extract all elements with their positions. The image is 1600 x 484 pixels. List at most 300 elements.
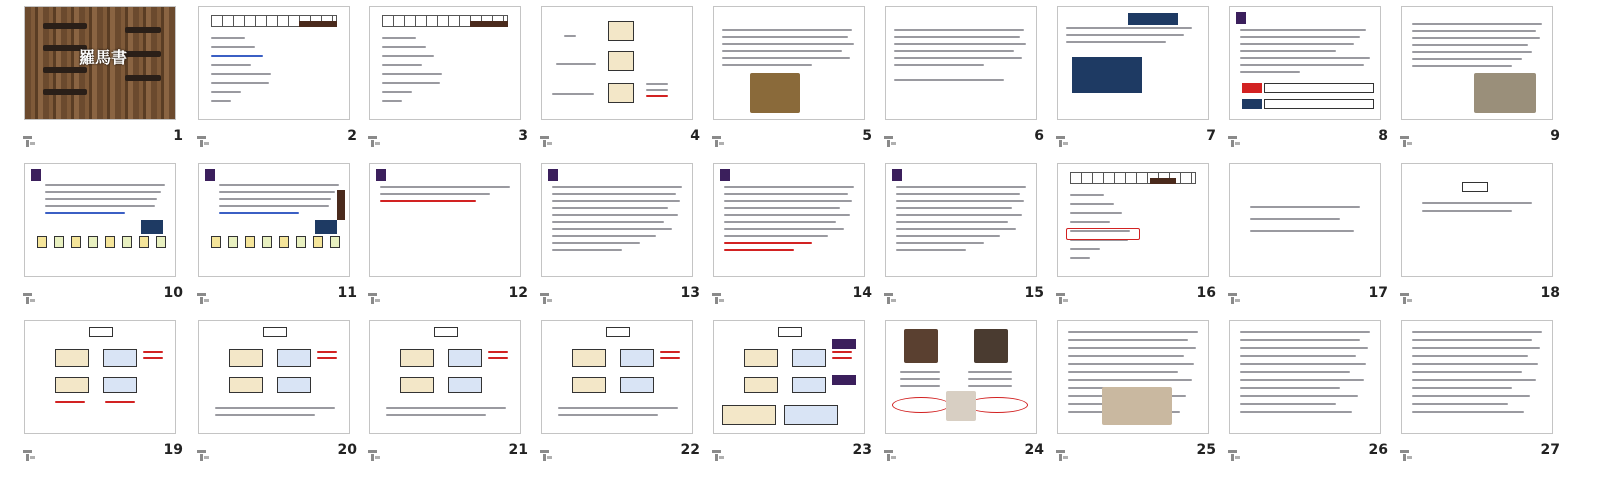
text-line [380, 193, 490, 195]
text-line [968, 371, 1012, 373]
text-line [1068, 379, 1192, 381]
slide-thumbnail[interactable] [885, 163, 1037, 277]
text-line [1422, 210, 1512, 212]
text-line [552, 235, 656, 237]
flow-box [608, 51, 634, 71]
icon-part [719, 299, 724, 302]
portrait-left [904, 329, 938, 363]
slide-number: 20 [337, 442, 357, 458]
text-line [382, 46, 426, 48]
slide-transition-icon[interactable] [197, 291, 209, 305]
slide-transition-icon[interactable] [23, 134, 35, 148]
flow-node [156, 236, 166, 248]
slide-thumbnail-cell[interactable] [198, 320, 359, 472]
slide-number: 3 [518, 128, 528, 144]
text-line [105, 401, 135, 403]
slide-thumbnail[interactable] [1229, 163, 1381, 277]
slide-thumbnail-cell[interactable] [1229, 163, 1390, 315]
text-line [1068, 363, 1194, 365]
text-line [1240, 43, 1354, 45]
icon-part [1400, 450, 1409, 453]
text-line [1412, 355, 1528, 357]
icon-part [1235, 142, 1240, 145]
icon-part [719, 142, 724, 145]
text-line [1412, 403, 1508, 405]
slide-number: 11 [337, 285, 357, 301]
text-line [724, 200, 852, 202]
slide-transition-icon[interactable] [368, 448, 380, 462]
leaf-box [229, 377, 263, 393]
text-line [45, 212, 125, 214]
text-line [143, 357, 163, 359]
slide-thumbnail-cell[interactable] [1401, 6, 1562, 158]
slide-transition-icon[interactable] [712, 134, 724, 148]
text-line [552, 207, 668, 209]
icon-part [197, 293, 206, 296]
icon-part [715, 454, 718, 461]
icon-part [547, 142, 552, 145]
slide-thumbnail[interactable] [1401, 6, 1553, 120]
slide-header-tag [892, 169, 902, 181]
flow-node [211, 236, 221, 248]
icon-part [23, 450, 32, 453]
slide-transition-icon[interactable] [1400, 448, 1412, 462]
slide-transition-icon[interactable] [540, 134, 552, 148]
slide-transition-icon[interactable] [540, 291, 552, 305]
slide-header-tag [31, 169, 41, 181]
text-line [1250, 218, 1340, 220]
leaf-box [572, 377, 606, 393]
icon-part [375, 142, 380, 145]
timeline-bar [1070, 172, 1196, 184]
icon-part [1063, 142, 1068, 145]
text-line [215, 414, 315, 416]
flow-node [262, 236, 272, 248]
text-line [1240, 411, 1352, 413]
text-line [1412, 331, 1542, 333]
slide-transition-icon[interactable] [712, 291, 724, 305]
text-line [211, 100, 231, 102]
slide-number: 5 [862, 128, 872, 144]
icon-part [1400, 136, 1409, 139]
icon-part [1403, 454, 1406, 461]
text-line [1412, 347, 1540, 349]
text-line [1068, 371, 1178, 373]
door-hinge [43, 23, 87, 29]
icon-part [712, 136, 721, 139]
icon-part [715, 140, 718, 147]
slide-thumbnail[interactable] [1401, 163, 1553, 277]
text-line [215, 407, 335, 409]
slide-thumbnail-cell[interactable] [369, 6, 530, 158]
slide-thumbnail[interactable] [541, 163, 693, 277]
icon-part [1407, 456, 1412, 459]
text-line [211, 55, 263, 57]
callout-box [1072, 57, 1142, 93]
branch-box-right [277, 349, 311, 367]
slide-transition-icon[interactable] [1400, 291, 1412, 305]
icon-part [887, 297, 890, 304]
slide-thumbnail-cell[interactable] [198, 163, 359, 315]
slide-thumbnail[interactable] [713, 6, 865, 120]
icon-part [891, 299, 896, 302]
text-line [724, 221, 836, 223]
icon-part [200, 140, 203, 147]
slide-number: 23 [852, 442, 872, 458]
slide-number: 9 [1550, 128, 1560, 144]
slide-transition-icon[interactable] [1056, 291, 1068, 305]
slide-transition-icon[interactable] [884, 134, 896, 148]
bottom-box [722, 405, 776, 425]
slide-number: 12 [508, 285, 528, 301]
text-line [1240, 64, 1364, 66]
bottom-box [784, 405, 838, 425]
text-line [1240, 379, 1364, 381]
icon-part [547, 299, 552, 302]
icon-part [1056, 450, 1065, 453]
slide-thumbnail-cell[interactable] [369, 163, 530, 315]
slide-thumbnail[interactable] [1401, 320, 1553, 434]
icon-part [23, 136, 32, 139]
text-line [832, 351, 852, 353]
flow-node [88, 236, 98, 248]
kids-photo [946, 391, 976, 421]
timeline-segment [470, 21, 508, 27]
root-box [434, 327, 458, 337]
text-line [558, 407, 678, 409]
text-line [1412, 387, 1512, 389]
slide-thumbnail-cell[interactable] [24, 6, 185, 158]
icon-part [26, 454, 29, 461]
slide-thumbnail-cell[interactable] [885, 6, 1046, 158]
door-hinge [125, 75, 161, 81]
text-line [1412, 339, 1532, 341]
slide-transition-icon[interactable] [23, 291, 35, 305]
slide-thumbnail[interactable] [369, 163, 521, 277]
text-line [552, 200, 680, 202]
text-line [1070, 212, 1122, 214]
scene-photo [1102, 387, 1172, 425]
slide-thumbnail-cell[interactable] [24, 163, 185, 315]
door-hinge [125, 27, 161, 33]
slide-thumbnail-cell[interactable] [1057, 163, 1218, 315]
text-line [1070, 221, 1110, 223]
slide-thumbnail-cell[interactable] [885, 320, 1046, 472]
slide-transition-icon[interactable] [1228, 448, 1240, 462]
slide-number: 18 [1540, 285, 1560, 301]
leaf-box [277, 377, 311, 393]
slide-thumbnail[interactable] [1057, 320, 1209, 434]
icon-part [712, 293, 721, 296]
slide-number: 1 [173, 128, 183, 144]
slide-number: 6 [1034, 128, 1044, 144]
slide-thumbnail-cell[interactable] [713, 320, 874, 472]
slide-thumbnail[interactable] [1057, 6, 1209, 120]
text-line [1412, 51, 1532, 53]
slide-thumbnail[interactable] [713, 163, 865, 277]
text-line [1068, 355, 1184, 357]
text-line [55, 401, 85, 403]
slide-thumbnail-cell[interactable] [1057, 6, 1218, 158]
slide-header-tag [376, 169, 386, 181]
slide-number: 2 [347, 128, 357, 144]
slide-thumbnail-cell[interactable] [1229, 320, 1390, 472]
slide-number: 27 [1540, 442, 1560, 458]
text-line [646, 83, 668, 85]
slide-thumbnail[interactable] [1229, 320, 1381, 434]
text-line [894, 50, 1014, 52]
slide-thumbnail-cell[interactable] [1229, 6, 1390, 158]
text-line [1070, 194, 1104, 196]
slide-thumbnail[interactable] [24, 163, 176, 277]
text-line [219, 205, 329, 207]
icon-part [1231, 297, 1234, 304]
text-line [552, 186, 682, 188]
slide-transition-icon[interactable] [197, 448, 209, 462]
slide-number: 21 [508, 442, 528, 458]
icon-part [1059, 297, 1062, 304]
icon-part [371, 454, 374, 461]
icon-part [30, 142, 35, 145]
icon-part [1228, 450, 1237, 453]
branch-box-left [229, 349, 263, 367]
slide-transition-icon[interactable] [1056, 448, 1068, 462]
icon-part [884, 450, 893, 453]
slide-thumbnail[interactable] [885, 320, 1037, 434]
node-highlight [315, 220, 337, 234]
slide-thumbnail-cell[interactable] [369, 320, 530, 472]
slide-thumbnail-cell[interactable] [541, 163, 702, 315]
flow-node [139, 236, 149, 248]
text-line [1240, 36, 1360, 38]
text-line [1068, 339, 1188, 341]
icon-part [1228, 136, 1237, 139]
branch-box-right [620, 349, 654, 367]
icon-part [204, 456, 209, 459]
icon-part [1231, 140, 1234, 147]
icon-part [1059, 454, 1062, 461]
slide-thumbnail[interactable] [1229, 6, 1381, 120]
slide-transition-icon[interactable] [1400, 134, 1412, 148]
icon-part [200, 297, 203, 304]
text-line [552, 193, 676, 195]
arrow-tag [832, 339, 856, 349]
slide-transition-icon[interactable] [1056, 134, 1068, 148]
text-line [211, 46, 255, 48]
text-line [45, 205, 155, 207]
icon-part [1063, 299, 1068, 302]
text-line [1068, 347, 1196, 349]
slide-transition-icon[interactable] [197, 134, 209, 148]
text-line [1066, 34, 1184, 36]
text-line [1240, 395, 1358, 397]
icon-part [1407, 142, 1412, 145]
icon-part [197, 136, 206, 139]
text-line [894, 64, 984, 66]
slide-thumbnail[interactable] [541, 320, 693, 434]
text-line [143, 351, 163, 353]
highlight-ellipse [1066, 228, 1140, 240]
text-line [386, 407, 506, 409]
slide-transition-icon[interactable] [1228, 291, 1240, 305]
flow-node [105, 236, 115, 248]
slide-transition-icon[interactable] [368, 291, 380, 305]
icon-part [1231, 454, 1234, 461]
timeline-segment [1150, 178, 1176, 184]
slide-thumbnail-cell[interactable] [713, 6, 874, 158]
icon-part [719, 456, 724, 459]
flow-node [330, 236, 340, 248]
text-line [968, 385, 1012, 387]
flow-box [608, 21, 634, 41]
slide-thumbnail[interactable] [1057, 163, 1209, 277]
branch-box-left [400, 349, 434, 367]
text-line [1412, 37, 1540, 39]
slide-number: 8 [1378, 128, 1388, 144]
slide-thumbnail[interactable] [369, 320, 521, 434]
slide-transition-icon[interactable] [1228, 134, 1240, 148]
heading-box [1462, 182, 1488, 192]
leaf-box [448, 377, 482, 393]
icon-part [1403, 140, 1406, 147]
text-line [219, 191, 335, 193]
text-line [896, 186, 1026, 188]
text-line [219, 198, 331, 200]
slide-thumbnail-cell[interactable] [885, 163, 1046, 315]
root-box [606, 327, 630, 337]
flow-node [71, 236, 81, 248]
slide-transition-icon[interactable] [368, 134, 380, 148]
text-line [219, 212, 299, 214]
slide-number: 10 [163, 285, 183, 301]
text-line [1412, 371, 1522, 373]
slide-thumbnail[interactable] [885, 6, 1037, 120]
slide-thumbnail-cell[interactable] [541, 6, 702, 158]
text-line [552, 214, 678, 216]
slide-transition-icon[interactable] [884, 291, 896, 305]
slide-thumbnail-cell[interactable] [541, 320, 702, 472]
flow-node [279, 236, 289, 248]
text-line [382, 82, 440, 84]
slide-transition-icon[interactable] [23, 448, 35, 462]
text-line [722, 43, 854, 45]
root-box [89, 327, 113, 337]
text-line [1070, 257, 1090, 259]
icon-part [23, 293, 32, 296]
text-line [896, 200, 1024, 202]
lion-photo [750, 73, 800, 113]
slide-header-tag [205, 169, 215, 181]
text-line [556, 63, 596, 65]
text-line [832, 357, 852, 359]
icon-part [715, 297, 718, 304]
slide-thumbnail-cell[interactable] [198, 6, 359, 158]
answer-box [1264, 99, 1374, 109]
text-line [564, 35, 576, 37]
slide-transition-icon[interactable] [712, 448, 724, 462]
text-line [1240, 57, 1370, 59]
text-line [382, 37, 416, 39]
door-hinge [43, 89, 87, 95]
timeline-segment [299, 21, 337, 27]
icon-part [1059, 140, 1062, 147]
callout-box [1128, 13, 1178, 25]
text-line [552, 93, 594, 95]
text-line [894, 57, 1022, 59]
text-line [722, 29, 852, 31]
icon-part [1403, 297, 1406, 304]
slide-transition-icon[interactable] [884, 448, 896, 462]
slide-number: 24 [1024, 442, 1044, 458]
slide-number: 22 [680, 442, 700, 458]
slide-thumbnail-cell[interactable] [713, 163, 874, 315]
branch-box-left [55, 349, 89, 367]
slide-thumbnail[interactable] [713, 320, 865, 434]
icon-part [371, 140, 374, 147]
highlight-ellipse [892, 397, 950, 413]
text-line [211, 73, 271, 75]
flow-box [608, 83, 634, 103]
text-line [1412, 65, 1512, 67]
text-line [382, 100, 402, 102]
text-line [896, 214, 1022, 216]
text-line [724, 207, 840, 209]
text-line [386, 414, 486, 416]
slide-number: 4 [690, 128, 700, 144]
slide-thumbnail-cell[interactable] [24, 320, 185, 472]
icon-part [197, 450, 206, 453]
text-line [896, 221, 1008, 223]
icon-part [204, 299, 209, 302]
slide-thumbnail[interactable] [541, 6, 693, 120]
slide-thumbnail-cell[interactable] [1401, 320, 1562, 472]
slide-number: 26 [1368, 442, 1388, 458]
text-line [1070, 248, 1100, 250]
slide-thumbnail-cell[interactable] [1057, 320, 1218, 472]
slide-thumbnail[interactable] [24, 6, 176, 120]
branch-box-left [572, 349, 606, 367]
text-line [894, 79, 1004, 81]
icon-part [891, 456, 896, 459]
slide-thumbnail[interactable] [369, 6, 521, 120]
icon-part [368, 136, 377, 139]
slide-thumbnail[interactable] [24, 320, 176, 434]
icon-part [371, 297, 374, 304]
text-line [382, 73, 442, 75]
icon-part [543, 454, 546, 461]
icon-part [540, 136, 549, 139]
text-line [722, 64, 812, 66]
slide-thumbnail[interactable] [198, 6, 350, 120]
icon-part [547, 456, 552, 459]
slide-transition-icon[interactable] [540, 448, 552, 462]
text-line [1066, 41, 1166, 43]
text-line [45, 191, 161, 193]
branch-box-left [744, 349, 778, 367]
slide-thumbnail[interactable] [198, 163, 350, 277]
icon-part [1063, 456, 1068, 459]
icon-part [30, 456, 35, 459]
slide-thumbnail[interactable] [198, 320, 350, 434]
slide-thumbnail-cell[interactable] [1401, 163, 1562, 315]
text-line [896, 249, 966, 251]
text-line [382, 55, 434, 57]
icon-part [1400, 293, 1409, 296]
red-badge [1242, 83, 1262, 93]
text-line [211, 91, 241, 93]
text-line [317, 357, 337, 359]
text-line [552, 242, 640, 244]
